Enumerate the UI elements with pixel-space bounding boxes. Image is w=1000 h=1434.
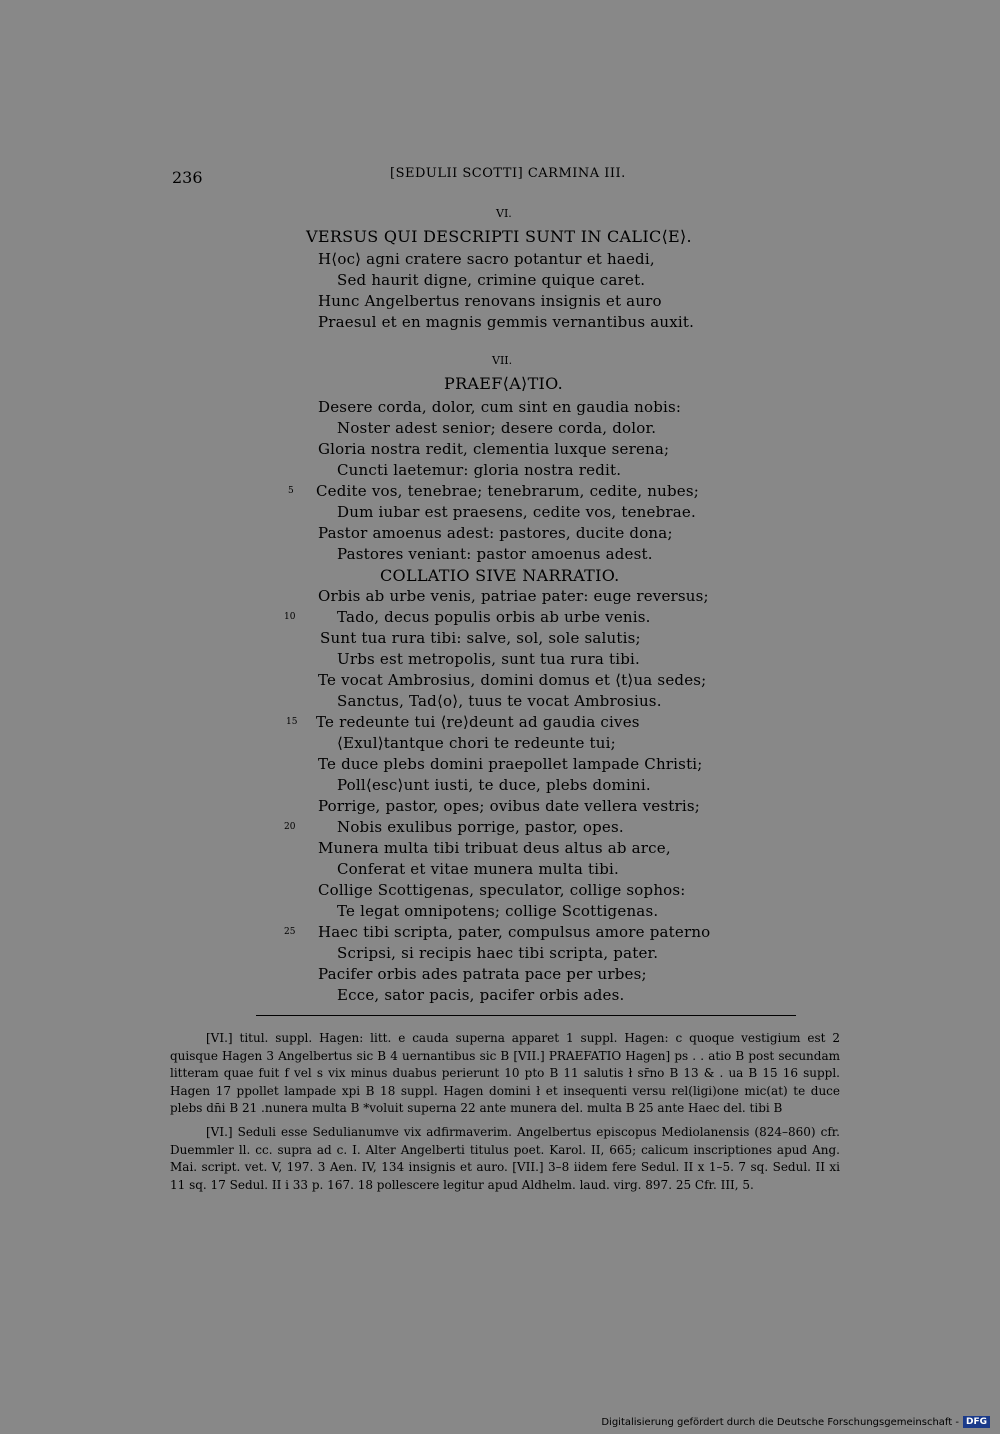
source-notes: [VI.] Seduli esse Sedulianumve vix adfirmaverim. Angelbertus episcopus Mediolanensis (824–860) cfr. Duemmler ll. cc. supra ad c. I. Alter Angelberti titulus poet. Karol. II, 665; calicum inscriptiones apud Ang. Mai. script. vet. V, 197. 3 Aen. IV, 134 insignis et auro. [VII.] 3–8 iidem fere Sedul. II x 1–5. 7 sq. Sedul. II xi 11 sq. 17 Sedul. II i 33 p. 167. 18 pollescere legitur apud Aldhelm. laud. virg. 897. 25 Cfr. III, 5. bbox=[170, 1124, 840, 1192]
poem-number: VII. bbox=[492, 354, 513, 367]
verse-line: Praesul et en magnis gemmis vernantibus auxit. bbox=[318, 313, 695, 331]
verse-line: ⟨Exul⟩tantque chori te redeunte tui; bbox=[337, 734, 616, 752]
verse-line: Munera multa tibi tribuat deus altus ab arce, bbox=[318, 839, 671, 857]
verse-line: Orbis ab urbe venis, patriae pater: euge reversus; bbox=[318, 587, 709, 605]
verse-line: Te redeunte tui ⟨re⟩deunt ad gaudia cives bbox=[316, 713, 640, 731]
poem-title: PRAEF⟨A⟩TIO. bbox=[444, 374, 564, 393]
verse-line: Gloria nostra redit, clementia luxque serena; bbox=[318, 440, 670, 458]
digitization-footer bbox=[601, 1416, 990, 1428]
verse-line: Poll⟨esc⟩unt iusti, te duce, plebs domini. bbox=[337, 776, 651, 794]
line-number: 20 bbox=[284, 822, 296, 832]
verse-line: Haec tibi scripta, pater, compulsus amore paterno bbox=[318, 923, 711, 941]
verse-line: Desere corda, dolor, cum sint en gaudia nobis: bbox=[318, 398, 682, 416]
section-subtitle: COLLATIO SIVE NARRATIO. bbox=[380, 566, 620, 585]
line-number: 25 bbox=[284, 927, 296, 937]
verse-line: Pastores veniant: pastor amoenus adest. bbox=[337, 545, 653, 563]
verse-line: Cuncti laetemur: gloria nostra redit. bbox=[337, 461, 622, 479]
verse-line: Tado, decus populis orbis ab urbe venis. bbox=[337, 608, 651, 626]
critical-notes: [VI.] titul. suppl. Hagen: litt. e cauda superna apparet 1 suppl. Hagen: c quoque vestigium est 2 quisque Hagen 3 Angelbertus sic B 4 uernantibus sic B [VII.] PRAEFATIO Hagen] ps . . atio B post secundam litteram quae fuit f vel s vix minus duabus perierunt 10 pto B 11 salutis ł sr̄no B 13 & . ua B 15 16 suppl. Hagen 17 ppollet lampade xpi B 18 suppl. Hagen domini ł et insequenti versu rel(ligi)one mic(at) te duce plebs dn̄i B 21 .nunera multa B *voluit superna 22 ante munera del. multa B 25 ante Haec del. tibi B bbox=[170, 1031, 840, 1116]
verse-line: Te legat omnipotens; collige Scottigenas. bbox=[337, 902, 659, 920]
verse-line: Hunc Angelbertus renovans insignis et auro bbox=[318, 292, 662, 310]
verse-line: Collige Scottigenas, speculator, collige sophos: bbox=[318, 881, 686, 899]
verse-line: Porrige, pastor, opes; ovibus date vellera vestris; bbox=[318, 797, 701, 815]
line-number: 15 bbox=[286, 717, 298, 727]
verse-line: Conferat et vitae munera multa tibi. bbox=[337, 860, 619, 878]
dfg-logo: DFG bbox=[963, 1416, 990, 1428]
verse-line: Te duce plebs domini praepollet lampade Christi; bbox=[318, 755, 703, 773]
verse-line: Urbs est metropolis, sunt tua rura tibi. bbox=[337, 650, 640, 668]
verse-line: Pastor amoenus adest: pastores, ducite dona; bbox=[318, 524, 673, 542]
verse-line: Sanctus, Tad⟨o⟩, tuus te vocat Ambrosius. bbox=[337, 692, 662, 710]
verse-line: Pacifer orbis ades patrata pace per urbes; bbox=[318, 965, 647, 983]
line-number: 5 bbox=[288, 486, 294, 496]
verse-line: Dum iubar est praesens, cedite vos, tenebrae. bbox=[337, 503, 696, 521]
verse-line: Sunt tua rura tibi: salve, sol, sole salutis; bbox=[320, 629, 641, 647]
verse-line: Te vocat Ambrosius, domini domus et ⟨t⟩ua sedes; bbox=[318, 671, 707, 689]
running-title: [SEDULII SCOTTI] CARMINA III. bbox=[390, 166, 626, 181]
poem-title: VERSUS QUI DESCRIPTI SUNT IN CALIC⟨E⟩. bbox=[306, 227, 692, 246]
verse-line: Cedite vos, tenebrae; tenebrarum, cedite, nubes; bbox=[316, 482, 700, 500]
critical-apparatus bbox=[170, 1030, 840, 1194]
line-number: 10 bbox=[284, 612, 296, 622]
verse-line: Nobis exulibus porrige, pastor, opes. bbox=[337, 818, 624, 836]
page-number: 236 bbox=[172, 168, 203, 187]
poem-number: VI. bbox=[496, 207, 512, 220]
footer-text: Digitalisierung gefördert durch die Deutsche Forschungsgemeinschaft - bbox=[601, 1416, 959, 1428]
verse-line: Ecce, sator pacis, pacifer orbis ades. bbox=[337, 986, 625, 1004]
footnote-rule bbox=[256, 1015, 796, 1016]
verse-line: Sed haurit digne, crimine quique caret. bbox=[337, 271, 646, 289]
verse-line: H⟨oc⟩ agni cratere sacro potantur et haedi, bbox=[318, 250, 655, 268]
verse-line: Scripsi, si recipis haec tibi scripta, pater. bbox=[337, 944, 659, 962]
verse-line: Noster adest senior; desere corda, dolor. bbox=[337, 419, 657, 437]
